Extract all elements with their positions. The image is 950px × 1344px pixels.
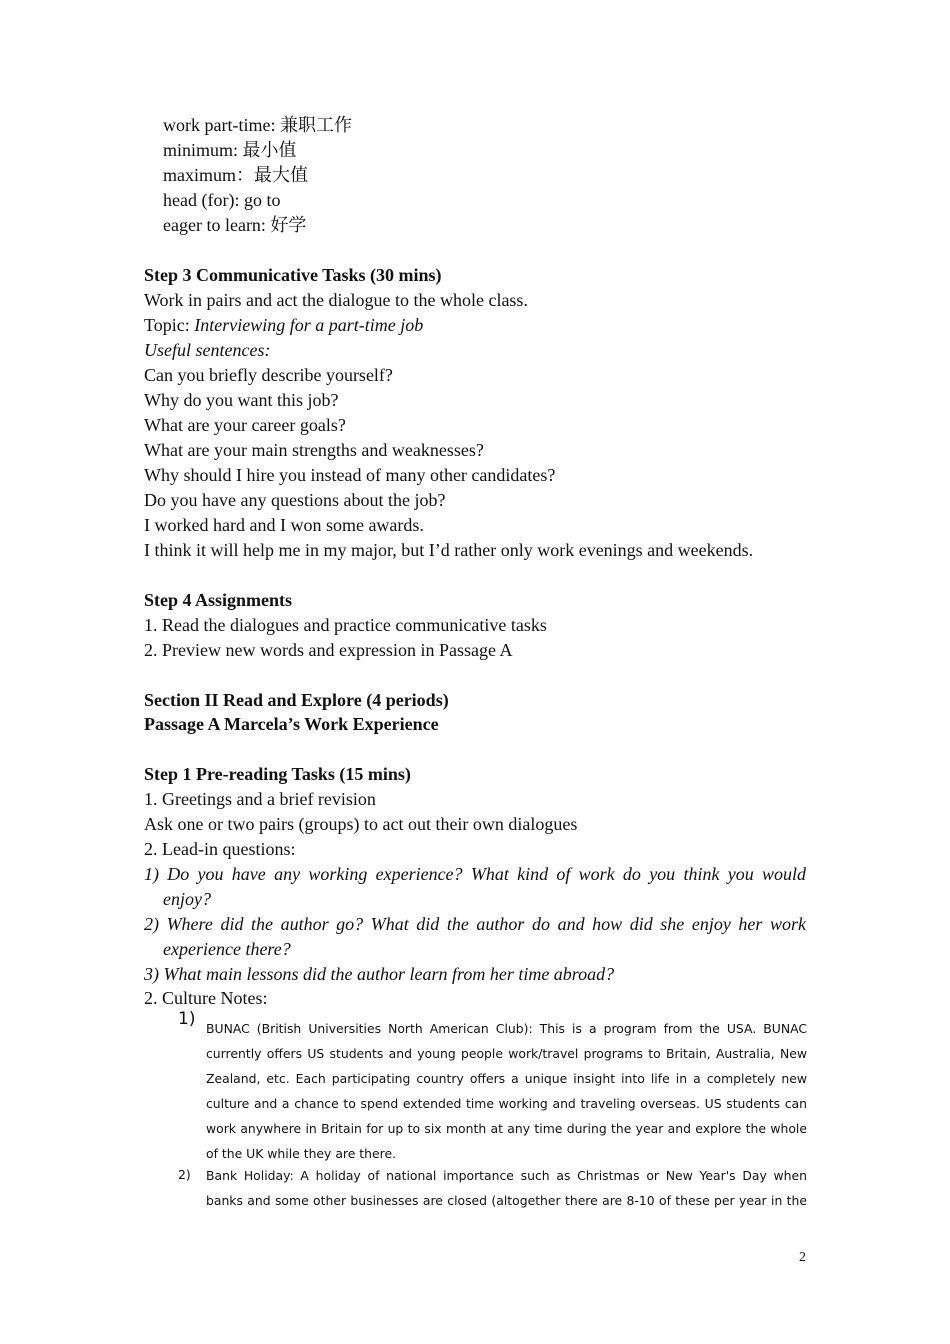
useful-sentence: What are your main strengths and weaknesses? — [144, 440, 484, 460]
topic-text: Interviewing for a part-time job — [194, 315, 424, 335]
note-line: culture and a chance to spend extended time working and traveling overseas. US students can — [206, 1096, 807, 1111]
vocab-item: minimum: 最小值 — [163, 140, 297, 160]
note-line: work anywhere in Britain for up to six month at any time during the year and explore the whole — [206, 1121, 807, 1136]
note-line: Zealand, etc. Each participating country offers a unique insight into life in a completely new — [206, 1071, 807, 1086]
useful-sentence: Can you briefly describe yourself? — [144, 365, 393, 385]
step1-item1-detail: Ask one or two pairs (groups) to act out their own dialogues — [144, 814, 578, 834]
step3-topic-line — [144, 313, 423, 338]
useful-sentence: I worked hard and I won some awards. — [144, 515, 424, 535]
useful-sentence: Why do you want this job? — [144, 390, 339, 410]
step3-heading: Step 3 Communicative Tasks (30 mins) — [144, 265, 442, 285]
culture-notes-heading: 2. Culture Notes: — [144, 988, 268, 1008]
note-line: banks and some other businesses are closed (altogether there are 8-10 of these per year in the — [206, 1193, 807, 1208]
section-heading: Section II Read and Explore (4 periods) — [144, 690, 449, 710]
step1-item2: 2. Lead-in questions: — [144, 839, 296, 859]
step1-heading: Step 1 Pre-reading Tasks (15 mins) — [144, 764, 411, 784]
vocab-item: work part-time: 兼职工作 — [163, 115, 352, 135]
note-1-number: 1) — [178, 1009, 196, 1029]
note-line: of the UK while they are there. — [206, 1146, 397, 1161]
lead-in-question-2: 2) Where did the author go? What did the author do and how did she enjoy her work — [144, 914, 806, 934]
step4-heading: Step 4 Assignments — [144, 590, 293, 610]
lead-in-question-2-cont: experience there? — [163, 939, 291, 959]
topic-label: Topic: — [144, 315, 195, 335]
lead-in-question-1: 1) Do you have any working experience? What kind of work do you think you would — [144, 864, 806, 884]
note-line: currently offers US students and young people work/travel programs to Britain, Australia, New — [206, 1046, 807, 1061]
passage-title: Passage A Marcela’s Work Experience — [144, 714, 439, 734]
useful-sentence: What are your career goals? — [144, 415, 346, 435]
assignment-item: 2. Preview new words and expression in Passage A — [144, 640, 513, 660]
useful-sentence: I think it will help me in my major, but I’d rather only work evenings and weekends. — [144, 540, 754, 560]
culture-note-1 — [206, 1016, 807, 1166]
step3-instruction: Work in pairs and act the dialogue to the whole class. — [144, 290, 528, 310]
assignment-item: 1. Read the dialogues and practice communicative tasks — [144, 615, 547, 635]
lead-in-question-3: 3) What main lessons did the author learn from her time abroad? — [144, 964, 615, 984]
vocab-item: head (for): go to — [163, 190, 281, 210]
useful-sentences-label: Useful sentences: — [144, 340, 271, 360]
lead-in-question-1-cont: enjoy? — [163, 889, 211, 909]
note-line: BUNAC (British Universities North American Club): This is a program from the USA. BUNAC — [206, 1021, 807, 1036]
note-2-number: 2) — [178, 1167, 191, 1182]
note-line: Bank Holiday: A holiday of national importance such as Christmas or New Year's Day when — [206, 1168, 807, 1183]
culture-note-2 — [206, 1163, 807, 1213]
useful-sentence: Why should I hire you instead of many other candidates? — [144, 465, 556, 485]
vocab-item: eager to learn: 好学 — [163, 215, 307, 235]
useful-sentence: Do you have any questions about the job? — [144, 490, 446, 510]
vocab-item: maximum：最大值 — [163, 165, 308, 185]
step1-item1: 1. Greetings and a brief revision — [144, 789, 376, 809]
page-number: 2 — [799, 1250, 806, 1265]
